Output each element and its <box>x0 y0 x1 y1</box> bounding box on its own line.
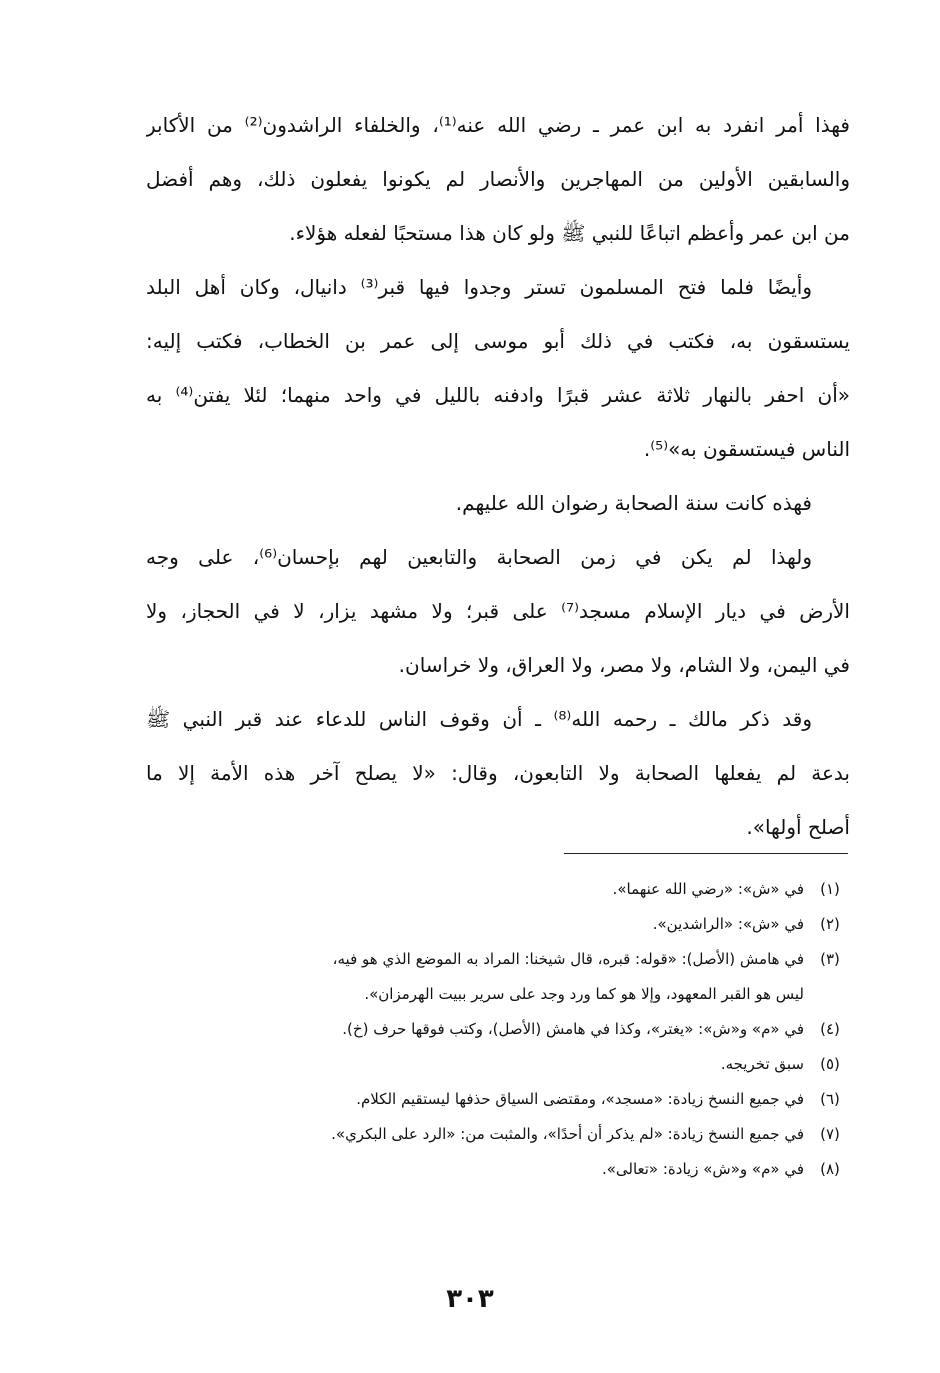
footnote <box>146 1047 850 1082</box>
footnote <box>146 1082 850 1117</box>
footnote <box>146 942 850 1012</box>
footnote-number: (٤) <box>820 1020 840 1038</box>
footnote <box>146 907 850 942</box>
footnote-number: (٣) <box>820 950 840 968</box>
footnote-number: (٧) <box>820 1125 840 1143</box>
text-line: بدعة لم يفعلها الصحابة ولا التابعون، وقال: «لا يصلح آخر هذه الأمة إلا ما <box>146 761 850 785</box>
text-line: فهذا أمر انفرد به ابن عمر ـ رضي الله عنه⁽¹⁾، والخلفاء الراشدون⁽²⁾ من الأكابر <box>146 113 850 137</box>
text-line: وأيضًا فلما فتح المسلمون تستر وجدوا فيها قبر⁽³⁾ دانيال، وكان أهل البلد <box>146 275 812 299</box>
page-number: ٣٠٣ <box>446 1284 494 1314</box>
text-line: فهذه كانت سنة الصحابة رضوان الله عليهم. <box>455 491 812 515</box>
footnote-number: (٦) <box>820 1090 840 1108</box>
text-line: من ابن عمر وأعظم اتباعًا للنبي ﷺ ولو كان هذا مستحبًا لفعله هؤلاء. <box>289 221 850 245</box>
footnotes <box>146 872 850 1187</box>
footnote <box>146 1012 850 1047</box>
footnote-text: في جميع النسخ زيادة: «مسجد»، ومقتضى السياق حذفها ليستقيم الكلام. <box>356 1090 804 1108</box>
footnote-text: في جميع النسخ زيادة: «لم يذكر أن أحدًا»، والمثبت من: «الرد على البكري». <box>331 1125 804 1143</box>
footnote-text: في «م» و«ش» زيادة: «تعالى». <box>601 1160 804 1178</box>
footnote-number: (٥) <box>820 1055 840 1073</box>
text-line: الأرض في ديار الإسلام مسجد⁽⁷⁾ على قبر؛ ولا مشهد يزار، لا في الحجاز، ولا <box>146 599 850 623</box>
text-line: أصلح أولها». <box>746 815 850 839</box>
footnote-separator <box>564 853 848 854</box>
text-line: الناس فيستسقون به»⁽⁵⁾. <box>643 437 850 461</box>
footnote <box>146 1152 850 1187</box>
text-line: ولهذا لم يكن في زمن الصحابة والتابعين لهم بإحسان⁽⁶⁾، على وجه <box>146 545 812 569</box>
main-text <box>146 98 850 854</box>
footnote <box>146 872 850 907</box>
text-line: يستسقون به، فكتب في ذلك أبو موسى إلى عمر بن الخطاب، فكتب إليه: <box>146 329 850 353</box>
text-line: والسابقين الأولين من المهاجرين والأنصار لم يكونوا يفعلون ذلك، وهم أفضل <box>146 167 850 191</box>
footnote <box>146 1117 850 1152</box>
footnote-text: سبق تخريجه. <box>720 1055 804 1073</box>
footnote-number: (٨) <box>820 1160 840 1178</box>
footnote-text: في «ش»: «رضي الله عنهما». <box>612 880 804 898</box>
footnote-number: (١) <box>820 880 840 898</box>
footnote-number: (٢) <box>820 915 840 933</box>
footnote-text: في هامش (الأصل): «قوله: قبره، قال شيخنا: المراد به الموضع الذي هو فيه، <box>332 950 804 968</box>
text-line: وقد ذكر مالك ـ رحمه الله⁽⁸⁾ ـ أن وقوف الناس للدعاء عند قبر النبي ﷺ <box>146 707 812 731</box>
footnote-text: في «م» و«ش»: «يغتر»، وكذا في هامش (الأصل)، وكتب فوقها حرف (خ). <box>342 1020 804 1038</box>
text-line: «أن احفر بالنهار ثلاثة عشر قبرًا وادفنه بالليل في واحد منهما؛ لئلا يفتن⁽⁴⁾ به <box>146 383 850 407</box>
text-line: في اليمن، ولا الشام، ولا مصر، ولا العراق، ولا خراسان. <box>398 653 850 677</box>
footnote-continuation: ليس هو القبر المعهود، وإلا هو كما ورد وجد على سرير ببيت الهرمزان». <box>364 985 804 1003</box>
footnote-text: في «ش»: «الراشدين». <box>652 915 804 933</box>
